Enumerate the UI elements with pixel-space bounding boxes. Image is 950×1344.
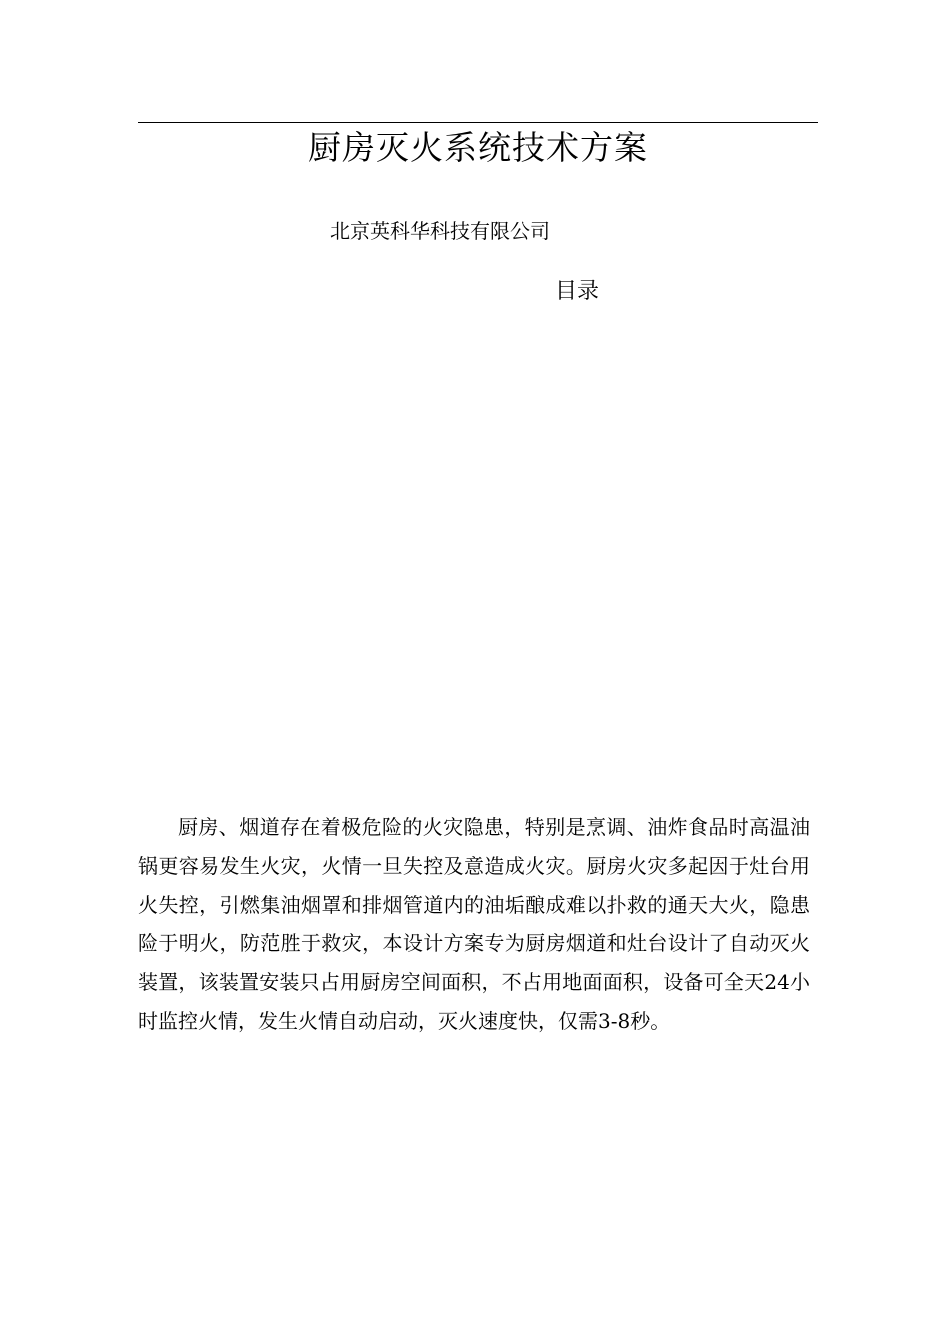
header-rule: [138, 122, 818, 123]
intro-paragraph: 厨房、烟道存在着极危险的火灾隐患，特别是烹调、油炸食品时高温油锅更容易发生火灾，火情一旦失控及意造成火灾。厨房火灾多起因于灶台用火失控，引燃集油烟罩和排烟管道内的油垢酿成难以扑救的通天大火，隐患险于明火，防范胜于救灾，本设计方案专为厨房烟道和灶台设计了自动灭火装置，该装置安装只占用厨房空间面积，不占用地面面积，设备可全天24小时监控火情，发生火情自动启动，灭火速度快，仅需3-8秒。: [138, 815, 810, 1033]
company-name: 北京英科华科技有限公司: [330, 219, 550, 243]
table-of-contents-heading: 目录: [555, 279, 600, 304]
document-title: 厨房灭火系统技术方案: [308, 128, 648, 167]
